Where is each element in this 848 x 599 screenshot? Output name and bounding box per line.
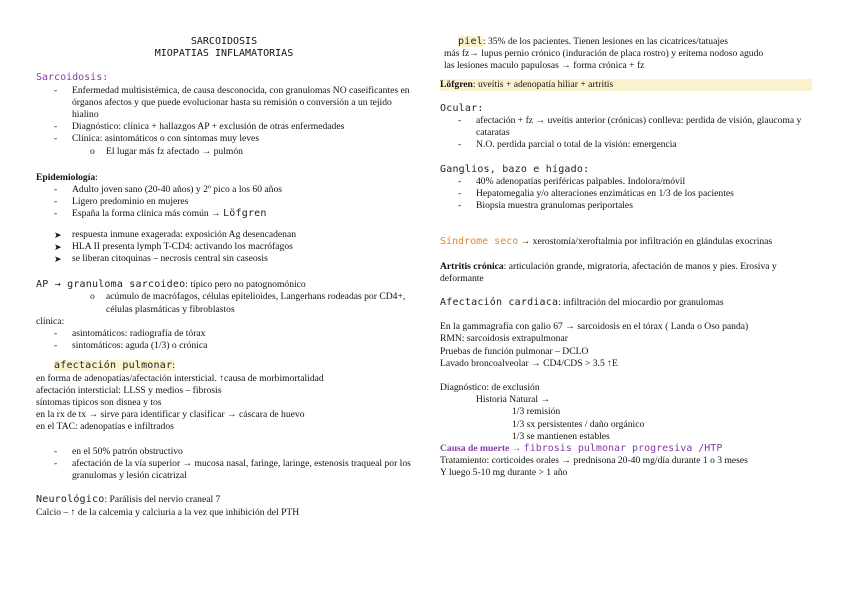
list-item: - en el 50% patrón obstructivo — [54, 445, 183, 457]
arrow-item: ➤ HLA II presenta lymph T-CD4: activando los macrófagos — [54, 240, 293, 252]
cardiaca-line: Afectación cardiaca: infiltración del miocardio por granulomas — [440, 297, 724, 309]
historia-item: 1/3 remisión — [512, 406, 561, 418]
list-item: - sintomáticos: aguda (1/3) o crónica — [54, 340, 208, 352]
ap-line: AP → granuloma sarcoideo: típico pero no patognomónico — [36, 279, 306, 291]
test-line: En la gammagrafía con galio 67 → sarcoidosis en el tórax ( Landa o Oso panda) — [440, 321, 749, 333]
causa-muerte-line: Causa de muerte → fibrosis pulmonar progresiva /HTP — [440, 443, 723, 455]
pulmonar-line: en la rx de tx → sirve para identificar y clasificar → cáscara de huevo — [36, 409, 305, 421]
neurologico-line: Neurológico: Parálisis del nervio craneal 7 — [36, 494, 221, 506]
right-column — [440, 0, 812, 480]
ganglios-heading: Ganglios, bazo e hígado: — [440, 163, 590, 175]
list-item: - España la forma clínica más común → Löfgren — [54, 208, 267, 220]
pulmonar-line: afectación intersticial: LLSS y medios – fibrosis — [36, 384, 222, 396]
ocular-heading: Ocular: — [440, 102, 484, 114]
historia-line: Historia Natural → — [476, 394, 551, 406]
arrow-item: ➤ respuesta inmune exagerada: exposición Ag desencadenan — [54, 228, 297, 240]
tratamiento-line: Y luego 5-10 mg durante > 1 año — [440, 467, 568, 479]
doc-subtitle: MIOPATIAS INFLAMATORIAS — [154, 48, 294, 60]
list-item: - Biopsia muestra granulomas periportales — [458, 200, 633, 212]
list-item: - 40% adenopatías periféricas palpables. Indolora/móvil — [458, 175, 686, 187]
clinica-label: clínica: — [36, 315, 65, 327]
epidemiologia-heading: Epidemiología: — [36, 171, 98, 183]
sindrome-seco-line: Síndrome seco → xerostomía/xeroftalmia por infiltración en glándulas exocrinas — [440, 236, 773, 248]
list-item: - N.O. perdida parcial o total de la visión: emergencia — [458, 139, 677, 151]
list-item: - Clínica: asintomáticos o con síntomas muy leves — [54, 133, 260, 145]
list-subitem: o El lugar más fz afectado → pulmón — [90, 145, 243, 157]
piel-detail: más fz→ lupus pernio crónico (induración de placa rostro) y eritema nodoso agudo — [444, 48, 764, 60]
pulmonar-heading: afectación pulmonar: — [54, 360, 175, 372]
arrow-item: ➤ se liberan citoquinas – necrosis central sin caseosis — [54, 253, 268, 265]
pulmonar-line: en el TAC: adenopatías e infiltrados — [36, 421, 174, 433]
pulmonar-line: en forma de adenopatías/afectación intersticial. ↑causa de morbimortalidad — [36, 372, 324, 384]
list-item: - afectación + fz → uveítis anterior (crónicas) conlleva: perdida de visión, glaucoma y cataratas — [458, 115, 802, 139]
diagnostico-line: Diagnóstico: de exclusión — [440, 382, 540, 394]
piel-detail: las lesiones maculo papulosas → forma crónica + fz — [444, 60, 645, 72]
test-line: Pruebas de función pulmonar – DCLO — [440, 345, 589, 357]
sarcoidosis-heading: Sarcoidosis: — [36, 72, 109, 84]
sarcoidosis-list — [36, 85, 412, 158]
list-item: - asintomáticos: radiografía de tórax — [54, 328, 206, 340]
tratamiento-line: Tratamiento: corticoides orales → prednisona 20-40 mg/día durante 1 o 3 meses — [440, 455, 748, 467]
list-item: - Ligero predominio en mujeres — [54, 196, 189, 208]
lofgren-line: Löfgren: uveítis + adenopatía hiliar + artritis — [440, 79, 812, 91]
left-column — [36, 0, 412, 519]
calcio-line: Calcio – ↑ de la calcemia y calciuria a la vez que inhibición del PTH — [36, 506, 300, 518]
list-item: - Hepatomegalia y/o alteraciones enzimáticas en 1/3 de los pacientes — [458, 188, 734, 200]
piel-line: piel: 35% de los pacientes. Tienen lesiones en las cicatrices/tatuajes — [458, 36, 728, 47]
list-item: - afectación de la vía superior → mucosa nasal, faringe, laringe, estenosis traqueal por los granulomas y lesión cicatrizal — [54, 457, 411, 482]
list-item: - Enfermedad multisistémica, de causa desconocida, con granulomas NO caseificantes en órganos afectos y que puede evolucionar hasta su remisión o conversión a un tejido hialino — [54, 84, 410, 121]
historia-item: 1/3 sx persistentes / daño orgánico — [512, 418, 645, 430]
list-subitem: o acúmulo de macrófagos, células epitelioides, Langerhans rodeadas por CD4+, células plasmáticas y fibroblastos — [90, 291, 406, 315]
list-item: - Diagnóstico: clínica + hallazgos AP + exclusión de otras enfermedades — [54, 121, 345, 133]
doc-title: SARCOIDOSIS — [190, 36, 258, 47]
pulmonar-line: síntomas típicos son disnea y tos — [36, 397, 162, 409]
list-item: - Adulto joven sano (20-40 años) y 2º pico a los 60 años — [54, 184, 283, 196]
test-line: RMN: sarcoidosis extrapulmonar — [440, 333, 568, 345]
artritis-line: Artritis crónica: articulación grande, migratoria, afectación de manos y pies. Erosiva y deformante — [440, 260, 777, 284]
test-line: Lavado broncoalveolar → CD4/CDS > 3.5 ↑E — [440, 357, 618, 369]
historia-item: 1/3 se mantienen estables — [512, 430, 610, 442]
